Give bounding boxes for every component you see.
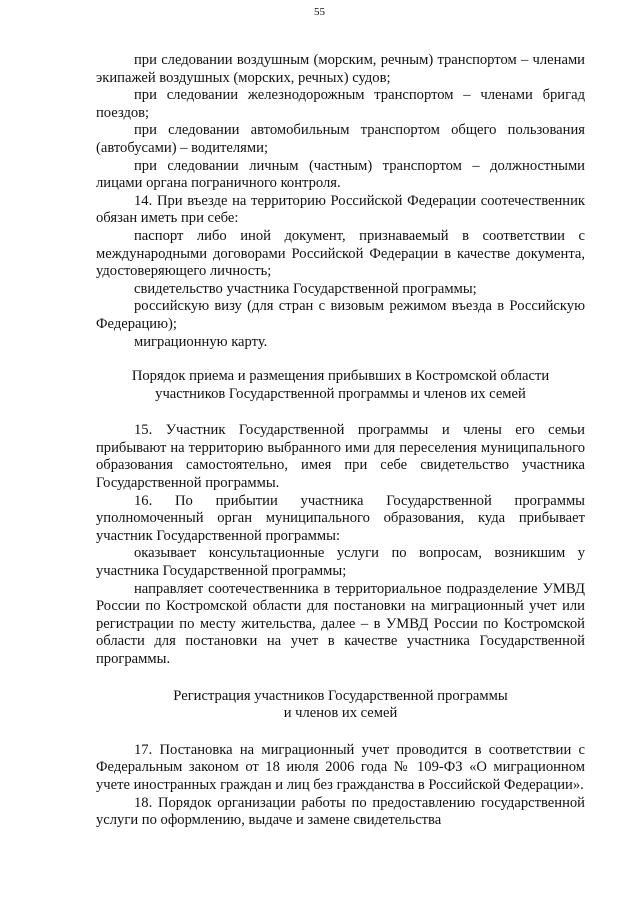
section-heading-registration xyxy=(96,669,585,742)
paragraph: миграционную карту. xyxy=(134,333,268,350)
paragraph: при следовании железнодорожным транспортом – членами бригад поездов; xyxy=(96,87,585,121)
paragraph: 14. При въезде на территорию Российской Федерации соотечественник обязан иметь при себе: xyxy=(96,192,585,227)
paragraph: российскую визу (для стран с визовым режимом въезда в Российскую Федерацию); xyxy=(96,298,585,332)
paragraph: оказывает консультационные услуги по вопросам, возникшим у участника Государственной программы; xyxy=(96,545,585,580)
heading-line: Порядок приема и размещения прибывших в Костромской области xyxy=(131,368,550,385)
paragraph: при следовании автомобильным транспортом общего пользования (автобусами) – водителями; xyxy=(96,122,585,156)
paragraph: при следовании личным (частным) транспортом – должностными лицами органа пограничного контроля. xyxy=(96,157,585,192)
paragraph: при следовании воздушным (морским, речным) транспортом – членами экипажей воздушных (морских, речных) судов; xyxy=(96,52,585,86)
paragraph: 18. Порядок организации работы по предоставлению государственной услуги по оформлению, выдаче и замене свидетельства xyxy=(96,794,585,829)
document-body xyxy=(96,52,585,830)
section-heading-arrival xyxy=(96,351,585,422)
paragraph: свидетельство участника Государственной программы; xyxy=(134,280,477,297)
paragraph: 17. Постановка на миграционный учет проводится в соответствии с Федеральным законом от 18 июля 2006 года № 109-ФЗ «О миграционном учете иностранных граждан и лиц без гражданства в Российской Федерации». xyxy=(96,741,585,793)
paragraph: направляет соотечественника в территориальное подразделение УМВД России по Костромской области для постановки на миграционный учет или регистрации по месту жительства, далее – в УМВД России по Костромской области для постановки на учет в качестве участника Государственной программы. xyxy=(96,580,585,667)
paragraph: 15. Участник Государственной программы и члены его семьи прибывают на территорию выбранного ими для переселения муниципального образования самостоятельно, имея при себе свидетельство участника Государственной программы. xyxy=(96,422,585,492)
paragraph: паспорт либо иной документ, признаваемый в соответствии с международными договорами Российской Федерации в качестве документа, удостоверяющего личность; xyxy=(96,227,585,280)
paragraph: 16. По прибытии участника Государственной программы уполномоченный орган муниципального образования, куда прибывает участник Государственной программы: xyxy=(96,492,585,544)
page-number: 55 xyxy=(314,6,325,18)
heading-line: и членов их семей xyxy=(283,705,398,722)
heading-line: Регистрация участников Государственной программы xyxy=(173,687,508,704)
heading-line: участников Государственной программы и членов их семей xyxy=(155,385,526,402)
